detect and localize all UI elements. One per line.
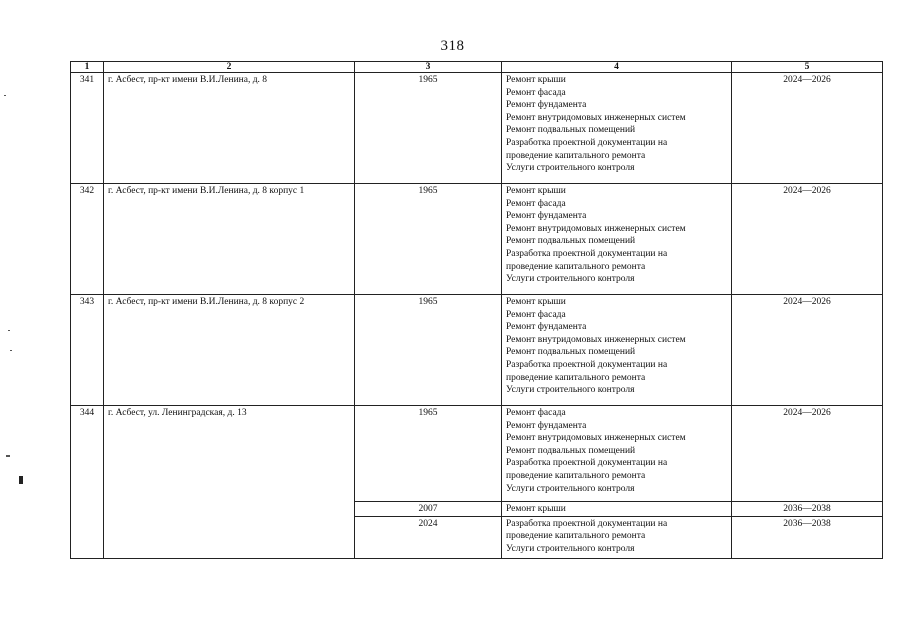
works-cell [502,184,732,295]
year-cell: 1965 [355,73,502,184]
works-cell [502,406,732,502]
scan-speck [19,476,23,484]
table-row [71,73,883,184]
work-item: Разработка проектной документации на [506,458,668,469]
term-cell: 2024—2026 [732,184,883,295]
table-row [71,295,883,406]
work-item: Услуги строительного контроля [506,163,635,174]
row-number-cell: 341 [71,73,104,184]
year-cell: 2024 [355,516,502,558]
work-item: Ремонт фундамента [506,322,587,333]
work-item: Ремонт фундамента [506,211,587,222]
page-number: 318 [440,38,465,54]
work-item: Ремонт фундамента [506,420,587,431]
scan-speck [6,455,10,457]
year-cell: 1965 [355,295,502,406]
work-item: Ремонт крыши [506,75,566,85]
works-cell [502,502,732,517]
work-item: Разработка проектной документации на [506,248,668,259]
row-number-cell: 342 [71,184,104,295]
work-item: проведение капитального ремонта [506,372,646,383]
address-cell: г. Асбест, ул. Ленинградская, д. 13 [104,406,355,559]
address-cell: г. Асбест, пр-кт имени В.И.Ленина, д. 8 корпус 2 [104,295,355,406]
table-body [71,73,883,559]
year-cell: 1965 [355,406,502,502]
term-cell: 2036—2038 [732,516,883,558]
work-item: Услуги строительного контроля [506,385,635,396]
work-item: Разработка проектной документации на [506,359,668,370]
work-item: Ремонт фундамента [506,100,587,111]
work-item: Ремонт подвальных помещений [506,125,636,136]
column-header-3: 3 [355,62,502,73]
work-item: Ремонт фасада [506,309,566,320]
work-item: Ремонт подвальных помещений [506,236,636,247]
table-row [71,184,883,295]
work-item: Ремонт крыши [506,297,566,307]
work-item: проведение капитального ремонта [506,470,646,481]
work-item: Услуги строительного контроля [506,543,635,554]
table-row [71,406,883,502]
term-cell: 2036—2038 [732,502,883,517]
work-item: Ремонт внутридомовых инженерных систем [506,112,686,123]
work-item: Ремонт фасада [506,408,566,418]
scan-speck [10,350,12,351]
year-cell: 2007 [355,502,502,517]
row-number-cell: 344 [71,406,104,559]
scan-speck [4,95,6,96]
column-header-2: 2 [104,62,355,73]
work-item: Ремонт крыши [506,186,566,196]
term-cell: 2024—2026 [732,295,883,406]
work-item: Ремонт внутридомовых инженерных систем [506,223,686,234]
row-number-cell: 343 [71,295,104,406]
address-cell: г. Асбест, пр-кт имени В.И.Ленина, д. 8 [104,73,355,184]
column-header-1: 1 [71,62,104,73]
work-item: проведение капитального ремонта [506,261,646,272]
address-cell: г. Асбест, пр-кт имени В.И.Ленина, д. 8 корпус 1 [104,184,355,295]
term-cell: 2024—2026 [732,73,883,184]
work-item: проведение капитального ремонта [506,150,646,161]
work-item: Ремонт внутридомовых инженерных систем [506,334,686,345]
work-item: Услуги строительного контроля [506,483,635,494]
column-header-5: 5 [732,62,883,73]
repair-schedule-table [70,61,883,559]
scan-speck [8,330,10,331]
work-item: Разработка проектной документации на [506,137,668,148]
work-item: Ремонт фасада [506,87,566,98]
work-item: проведение капитального ремонта [506,531,646,542]
work-item: Ремонт внутридомовых инженерных систем [506,433,686,444]
work-item: Ремонт подвальных помещений [506,445,636,456]
column-header-4: 4 [502,62,732,73]
term-cell: 2024—2026 [732,406,883,502]
works-cell [502,73,732,184]
work-item: Ремонт крыши [506,504,566,514]
work-item: Ремонт фасада [506,198,566,209]
works-cell [502,295,732,406]
work-item: Разработка проектной документации на [506,518,668,529]
works-cell [502,516,732,558]
work-item: Ремонт подвальных помещений [506,347,636,358]
work-item: Услуги строительного контроля [506,274,635,285]
year-cell: 1965 [355,184,502,295]
table-header-row [71,62,883,73]
